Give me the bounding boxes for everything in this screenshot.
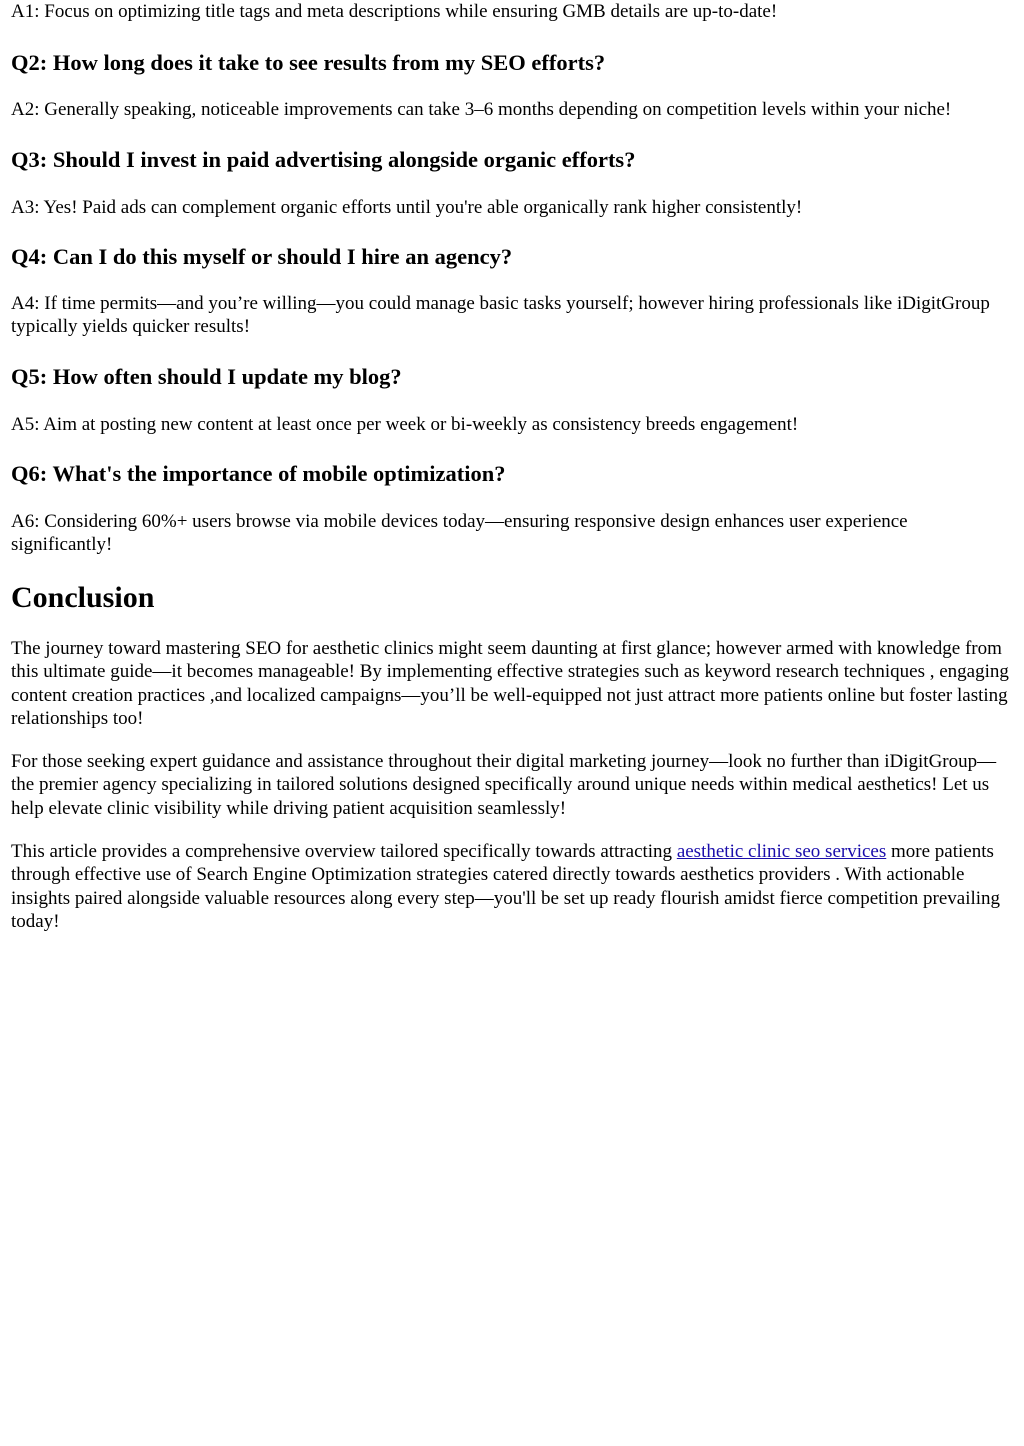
faq-question-6: Q6: What's the importance of mobile optimization? xyxy=(11,461,506,486)
conclusion-paragraph-3-text-before: This article provides a comprehensive overview tailored specifically towards attracting xyxy=(11,841,677,863)
faq-answer-1: A1: Focus on optimizing title tags and meta descriptions while ensuring GMB details are up-to-date! xyxy=(11,1,778,22)
faq-question-4: Q4: Can I do this myself or should I hire an agency? xyxy=(11,244,513,269)
faq-answer-2: A2: Generally speaking, noticeable improvements can take 3–6 months depending on competition levels within your niche! xyxy=(11,99,952,120)
conclusion-paragraph-3 xyxy=(11,840,1013,933)
faq-question-5: Q5: How often should I update my blog? xyxy=(11,364,402,389)
aesthetic-clinic-seo-services-link[interactable]: aesthetic clinic seo services xyxy=(676,841,887,863)
faq-question-2: Q2: How long does it take to see results from my SEO efforts? xyxy=(11,50,606,75)
conclusion-heading: Conclusion xyxy=(11,581,155,614)
faq-answer-3: A3: Yes! Paid ads can complement organic efforts until you're able organically rank higher consistently! xyxy=(11,197,803,218)
faq-question-3: Q3: Should I invest in paid advertising alongside organic efforts? xyxy=(11,147,636,172)
faq-answer-6: A6: Considering 60%+ users browse via mobile devices today—ensuring responsive design enhances user experience significantly! xyxy=(11,511,908,555)
article-body xyxy=(11,0,1013,933)
conclusion-paragraph-3-text-after: more patients through effective use of Search Engine Optimization strategies catered directly towards aesthetics providers . With actionable insights paired alongside valuable resources along every step—you'll be set up ready flourish amidst fierce competition prevailing today! xyxy=(11,841,1001,932)
faq-answer-4: A4: If time permits—and you’re willing—you could manage basic tasks yourself; however hiring professionals like iDigitGroup typically yields quicker results! xyxy=(11,293,990,337)
faq-answer-5: A5: Aim at posting new content at least once per week or bi-weekly as consistency breeds engagement! xyxy=(11,414,799,435)
conclusion-paragraph-2: For those seeking expert guidance and assistance throughout their digital marketing journey—look no further than iDigitGroup—the premier agency specializing in tailored solutions designed specifically around unique needs within medical aesthetics! Let us help elevate clinic visibility while driving patient acquisition seamlessly! xyxy=(11,751,997,819)
conclusion-paragraph-1: The journey toward mastering SEO for aesthetic clinics might seem daunting at first glance; however armed with knowledge from this ultimate guide—it becomes manageable! By implementing effective strategies such as keyword research techniques , engaging content creation practices ,and localized campaigns—you’ll be well-equipped not just attract more patients online but foster lasting relationships too! xyxy=(11,638,1009,729)
